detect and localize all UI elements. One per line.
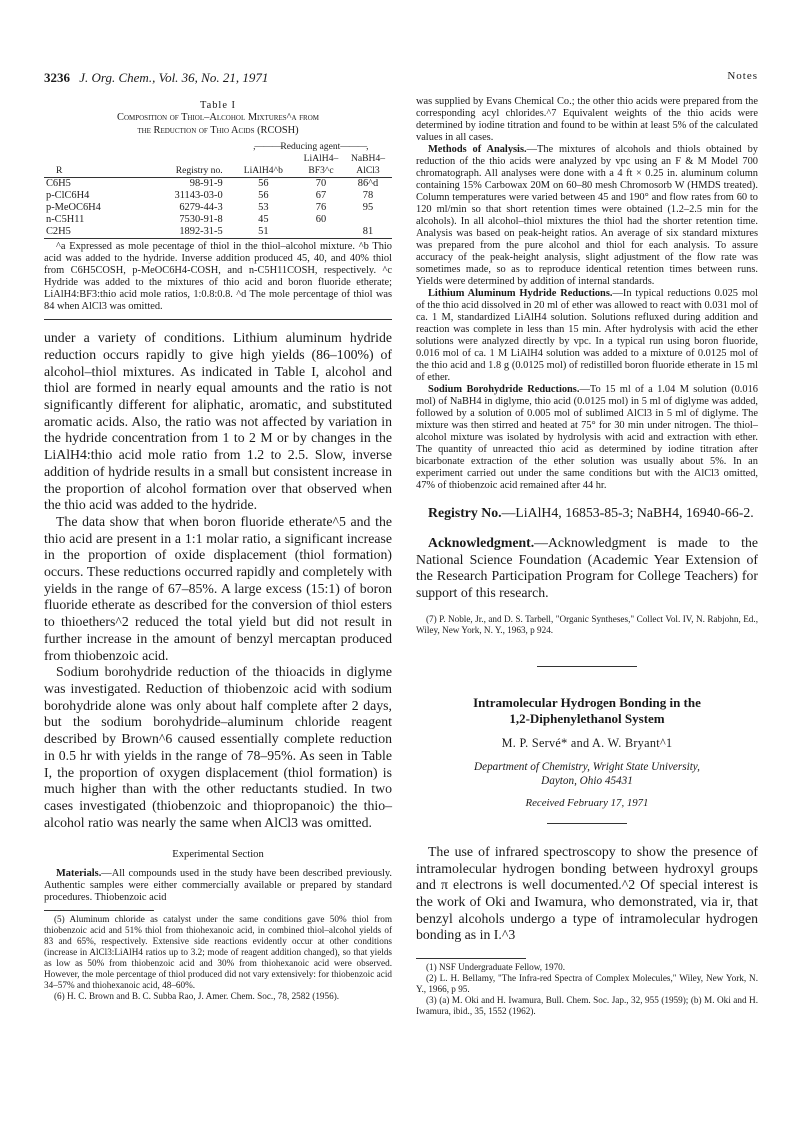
received-rule (547, 823, 627, 824)
table1-cell-r: p-MeOC6H4 (46, 202, 101, 214)
footnote-3: (3) (a) M. Oki and H. Iwamura, Bull. Chem. Soc. Jap., 32, 955 (1959); (b) M. Oki and H. Iwamura, ibid., 35, 1552 (1962). (416, 995, 758, 1017)
body-paragraph: Sodium borohydride reduction of the thioacids in diglyme was investigated. Reduction of thiobenzoic acid with sodium borohydride alone was only about half complete after 2 days, but the sodium borohydride–aluminum chloride reagent described by Brown^6 caused essentially complete reduction in 0.5 hr with yields in the range of 78–95%. As seen in Table I, the proportion of oxygen displacement (thiol formation) is much higher than with the other reductants studied. In two cases investigated (thiobenzoic and thiopropanoic) the thio–alcohol ratio was nearly the same when AlCl3 was omitted. (44, 664, 392, 830)
article-body: The use of infrared spectroscopy to show the presence of intramolecular hydrogen bonding between hydroxyl groups and π electrons is well documented.^2 Of special interest is the work of Oki and Iwamura, who demonstrated, via ir, that benzyl alcohols undergo a type of intramolecular hydrogen bonding as in I.^3 (416, 843, 758, 943)
footnote-rule (416, 958, 526, 959)
methods-head: Methods of Analysis. (428, 144, 527, 155)
table1-caption (44, 100, 392, 137)
article-title: Intramolecular Hydrogen Bonding in the 1,2-Diphenylethanol System (473, 694, 701, 726)
table1-cell-lialh4-bf3 (298, 226, 344, 239)
table1-col-lialh4-bf3: LiAlH4–BF3^c (303, 153, 339, 177)
table1-body (44, 178, 392, 239)
table1-cell-lialh4-bf3: 60 (315, 214, 327, 226)
table1-cell-registry: 6279-44-3 (179, 202, 223, 214)
lithium-text: —In typical reductions 0.025 mol of the thio acid dissolved in 20 ml of ether was allowed to react with 0.031 mol of ca. 1 M, standardized LiAlH4 solution. Solutions refluxed during addition and reaction was complete in less than 15 min. After hydrolysis with acid the ether solutions were analyzed directly by vpc. In a typical run using boron fluoride, 0.016 mol of ca. 1 M LiAlH4 solution was added to a mixture of 0.0125 mol of the thio acid and 1.8 g (0.0125 mol) of redistilled boron fluoride etherate in 15 ml of ether. (416, 288, 758, 383)
table1-cell-registry: 98-91-9 (189, 178, 223, 190)
sodium-text: —To 15 ml of a 1.04 M solution (0.016 mol) of NaBH4 in diglyme, thio acid (0.0125 mol) in 5 ml of diglyme was added, followed by a solution of 0.005 mol of sublimed AlCl3 in 5 ml of diglyme. The mixture was then stirred and heated at 75° for 30 min under nitrogen. The thiol–alcohol mixture was isolated by hydrolysis with acid and extraction with ether. The quantity of unreacted thio acid as determined by iodine titration after bicarbonate extraction of the ether solution was usually about 5%. In an experiment carried out under the same conditions but with the AlCl3 omitted, 47% of thiobenzoic acid remained after 44 hr. (416, 384, 758, 491)
experimental-heading: Experimental Section (172, 849, 264, 861)
footnote-6: (6) H. C. Brown and B. C. Subba Rao, J. Amer. Chem. Soc., 78, 2582 (1956). (54, 991, 340, 1002)
acknowledgment-head: Acknowledgment. (428, 535, 535, 550)
table1 (44, 141, 392, 239)
table1-col-nabh4-alcl3: NaBH4–AlCl3 (350, 153, 386, 177)
article-divider (537, 666, 637, 667)
methods-text: —The mixtures of alcohols and thiols obtained by reduction of the thio acids were analyzed by vpc using an F & M Model 700 chromatograph. All analyses were done with a 4 ft × 0.25 in. aluminum column containing 15% Carbowax 20M on 60–80 mesh Chromosorb W (HMDS treated). Column temperatures were varied between 45 and 190° and flow rates from 60 to 120 ml/min so that short retention times were obtained (1.2–2.5 min for the alcohols). In all alcohol–thiol mixtures the thiol had the shorter retention time. Analysis was based on peak-height ratios. An average of six standard mixtures was prepared from the pure alcohol and thiol for each analysis. To assure accuracy of the peak-height analysis, slight adjustment of the flow rate was sometimes made, so as to reproduce identical retention times between runs. Yields were determined by addition of internal standards. (416, 144, 758, 287)
table1-title-line1: Composition of Thiol–Alcohol Mixtures^a from (117, 112, 319, 124)
table-row (44, 178, 392, 190)
table1-cell-registry: 31143-03-0 (174, 190, 223, 202)
table1-col-registry: Registry no. (175, 165, 223, 177)
table1-title-line2: the Reduction of Thio Acids (RCOSH) (137, 124, 299, 136)
table-row (44, 214, 392, 226)
table-row (44, 226, 392, 239)
left-column (44, 96, 392, 1002)
table1-col-lialh4: LiAlH4^b (243, 165, 283, 177)
footnote-1: (1) NSF Undergraduate Fellow, 1970. (426, 962, 566, 973)
left-body-text (44, 330, 392, 831)
table1-cell-nabh4-alcl3: 81 (362, 226, 374, 238)
footnote-7: (7) P. Noble, Jr., and D. S. Tarbell, "Organic Syntheses," Collect Vol. IV, N. Rabjohn, Ed., Wiley, New York, N. Y., 1963, p 924. (416, 613, 758, 635)
footnote-5: (5) Aluminum chloride as catalyst under the same conditions gave 50% thiol from thiobenzoic acid and 51% thiol from thiohexanoic acid, in combined thiol–alcohol yields of 83 and 65%, respectively. Extensive side reactions evidently occur at other conditions (increase in AlCl3:LiAlH4 ratios up to 3.2; mode of reagent addition changed), so that yields as low as 50% from thiobenzoic acid and 30% from thiohexanoic acid were observed. However, the mole percentage of thiol produced did not vary extensively: for thiobenzoic acid 34–57% and thiohexanoic acid, 48–60%. (44, 914, 392, 991)
header-left (44, 70, 268, 86)
page-number: 3236 (44, 70, 70, 85)
materials-text: —All compounds used in the study have been described previously. Authentic samples were either commercially available or prepared by standard procedures. Thiobenzoic acid (44, 868, 392, 904)
table-row (44, 190, 392, 202)
registry-head: Registry No. (428, 505, 502, 520)
table1-cell-lialh4: 56 (258, 190, 269, 202)
materials-paragraph (44, 868, 392, 904)
table1-bottom-rule (44, 319, 392, 320)
table1-group-header: ,———Reducing agent———, (253, 141, 368, 153)
table1-cell-lialh4: 56 (258, 178, 269, 190)
table1-cell-nabh4-alcl3: 78 (362, 190, 374, 202)
table1-cell-r: n-C5H11 (46, 214, 85, 226)
body-paragraph: The data show that when boron fluoride etherate^5 and the thio acid are present in a 1:1 molar ratio, a significant increase in the proportion of oxide displacement (thiol formation) occurs. These reductions occurred rapidly and completely with yields in the range of 67–85%. A large excess (15:1) of boron fluoride etherate as described for the conversion of thiol esters to thioethers^2 reduced the total yield but did not result in further increase in the amount of benzyl mercaptan produced from thiobenzoic acid. (44, 513, 392, 663)
table1-cell-nabh4-alcl3: 95 (362, 202, 374, 214)
table1-cell-nabh4-alcl3 (344, 214, 392, 226)
journal-citation: J. Org. Chem., Vol. 36, No. 21, 1971 (79, 70, 269, 85)
registry-text: —LiAlH4, 16853-85-3; NaBH4, 16940-66-2. (501, 505, 754, 520)
right-column (416, 96, 758, 1017)
table1-cell-r: p-ClC6H4 (46, 190, 90, 202)
materials-head: Materials. (56, 868, 102, 880)
left-footnotes (44, 914, 392, 1002)
article-authors: M. P. Servé* and A. W. Bryant^1 (501, 735, 673, 750)
body-paragraph: under a variety of conditions. Lithium aluminum hydride reduction occurs rapidly to give high yields (86–100%) of alcohol–thiol mixtures. As indicated in Table I, alcohol and thiol are formed in nearly equal amounts and the ratio is not significantly different for aliphatic, aromatic, and substituted aromatic acids. Also, the ratio was not affected by variation in the hydride concentration from 1 to 2 M or by changes in the LiAlH4:thio acid mole ratio from 1.2 to 2.5. Slow, inverse addition of hydride results in a small but consistent increase in the proportion of alcohol formation over that observed when the thio acid was added to the hydride. (44, 330, 392, 513)
running-header (44, 70, 758, 86)
acknowledgment-text: —Acknowledgment is made to the National Science Foundation (Academic Year Extension of the Research Participation Program for College Teachers) for support of this research. (416, 535, 758, 601)
table1-cell-lialh4-bf3: 70 (315, 178, 327, 190)
footnote-rule (44, 910, 154, 911)
table1-cell-lialh4-bf3: 76 (315, 202, 327, 214)
table1-cell-lialh4-bf3: 67 (315, 190, 327, 202)
section-label: Notes (727, 70, 758, 82)
table1-cell-lialh4: 53 (258, 202, 269, 214)
table1-cell-r: C6H5 (46, 178, 71, 190)
table1-footnote: ^a Expressed as mole pecentage of thiol in the thiol–alcohol mixture. ^b Thio acid was added to the hydride. Inverse addition produced 45, 40, and 40% thiol from C6H5COSH, p-MeOC6H4-COSH, and n-C5H11COSH, respectively. ^c Hydride was added to the mixtures of thio acid and boron fluoride etherate; LiAlH4:BF3:thio acid mole ratios, 1:0.8:0.8. ^d The mole percentage of thiol was 84 when AlCl3 was omitted. (44, 241, 392, 313)
lithium-head: Lithium Aluminum Hydride Reductions. (428, 288, 613, 299)
registry-numbers (416, 504, 758, 521)
table1-cell-registry: 7530-91-8 (179, 214, 223, 226)
right-top-paragraph: was supplied by Evans Chemical Co.; the other thio acids were prepared from the corresponding acyl chlorides.^7 Equivalent weights of the thio acids were determined by iodine titration and found to be within at least 5% of the calculated values in all cases. Methods of Analysis.—The mixtures of alcohols and thiols obtained by reduction of the thio acids were analyzed by vpc using an F & M Model 700 chromatograph. All analyses were done with a 4 ft × 0.25 in. aluminum column containing 15% Carbowax 20M on 60–80 mesh Chromosorb W (HMDS treated). Column temperatures were varied between 45 and 190° and flow rates from 60 to 120 ml/min so that short retention times were obtained (1.2–2.5 min for the alcohols). In all alcohol–thiol mixtures the thiol had the shorter retention time. Analysis was based on peak-height ratios. An average of six standard mixtures was prepared from the pure alcohol and thiol for each analysis. To assure accuracy of the peak-height analysis, slight adjustment of the flow rate was sometimes made, so as to reproduce identical retention times between runs. Yields were determined by addition of internal standards. Lithium Aluminum Hydride Reductions.—In typical reductions 0.025 mol of the thio acid dissolved in 20 ml of ether was allowed to react with 0.031 mol of ca. 1 M, standardized LiAlH4 solution. Solutions refluxed during addition and reaction was complete in less than 15 min. After hydrolysis with acid the ether solutions were analyzed directly by vpc. In a typical run using boron fluoride, 0.016 mol of ca. 1 M LiAlH4 solution was added to a mixture of 0.0125 mol of the thio acid and 1.8 g (0.0125 mol) of redistilled boron fluoride etherate in 15 ml of ether. Sodium Borohydride Reductions.—To 15 ml of a 1.04 M solution (0.016 mol) of NaBH4 in diglyme, thio acid (0.0125 mol) in 5 ml of diglyme was added, followed by a solution of 0.005 mol of sublimed AlCl3 in 5 ml of diglyme. The mixture was then stirred and heated at 75° for 30 min under nitrogen. The thiol–alcohol mixture was isolated by hydrolysis with acid and extraction with ether. The quantity of unreacted thio acid as determined by iodine titration after bicarbonate extraction of the ether solution was usually about 5%. In an experiment carried out under the same conditions but with the AlCl3 omitted, 47% of thiobenzoic acid remained after 44 hr. (416, 96, 758, 491)
right-footnotes (416, 962, 758, 1017)
table-row (44, 202, 392, 214)
footnote-2: (2) L. H. Bellamy, "The Infra-red Spectra of Complex Molecules," Wiley, New York, N. Y., 1966, p 95. (416, 973, 758, 995)
table1-label: Table I (200, 100, 236, 111)
acknowledgment (416, 535, 758, 602)
table1-cell-lialh4: 51 (258, 226, 269, 238)
sodium-head: Sodium Borohydride Reductions. (428, 384, 580, 395)
table1-cell-nabh4-alcl3: 86^d (357, 178, 379, 190)
table1-cell-lialh4: 45 (258, 214, 269, 226)
table1-col-r: R (56, 165, 63, 177)
article-affiliation: Department of Chemistry, Wright State University, Dayton, Ohio 45431 (474, 760, 700, 787)
received-date: Received February 17, 1971 (525, 796, 649, 809)
table1-cell-r: C2H5 (46, 226, 71, 238)
table1-cell-registry: 1892-31-5 (179, 226, 223, 238)
